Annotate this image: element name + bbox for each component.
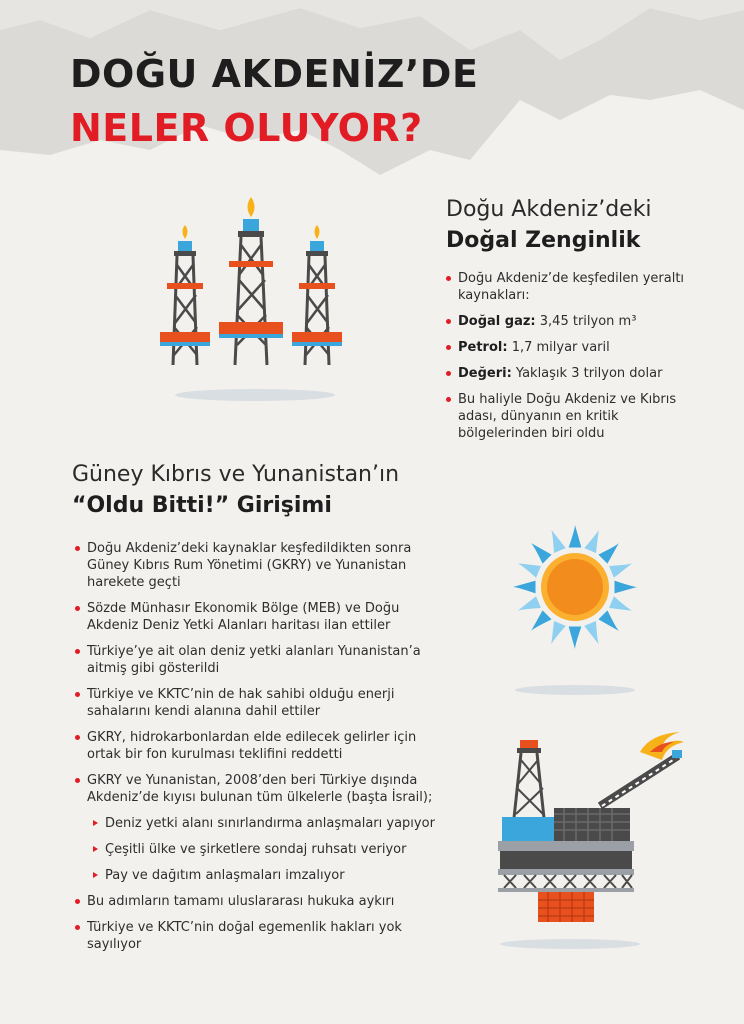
- sun-ray: [551, 621, 566, 644]
- initiative-heading-light: Güney Kıbrıs ve Yunanistan’ın: [72, 462, 400, 487]
- sub-list-item: Deniz yetki alanı sınırlandırma anlaşmaları yapıyor: [93, 815, 445, 832]
- mountain-background: [0, 0, 744, 200]
- list-item: Petrol: 1,7 milyar varil: [446, 339, 696, 356]
- list-item: Doğal gaz: 3,45 trilyon m³: [446, 313, 696, 330]
- offshore-platform-icon: [490, 722, 700, 952]
- resources-heading-bold: Doğal Zenginlik: [446, 228, 641, 253]
- sun-ray: [614, 581, 637, 594]
- initiative-list: [75, 540, 445, 962]
- sun-ray: [598, 543, 618, 563]
- sun-ray: [551, 530, 566, 553]
- list-item: Sözde Münhasır Ekonomik Bölge (MEB) ve Doğu Akdeniz Deniz Yetki Alanları haritası ilan ettiler: [75, 600, 445, 634]
- list-item: GKRY ve Yunanistan, 2008’den beri Türkiye dışında Akdeniz’de kıyısı bulunan tüm ülkelerle (başta İsrail);: [75, 772, 445, 806]
- resources-heading-light: Doğu Akdeniz’deki: [446, 197, 652, 222]
- list-item: Bu haliyle Doğu Akdeniz ve Kıbrıs adası, dünyanın en kritik bölgelerinden biri oldu: [446, 391, 696, 442]
- sun-ray: [518, 596, 541, 611]
- sun-icon: [495, 515, 655, 700]
- sun-ray: [609, 596, 632, 611]
- list-item: Türkiye’ye ait olan deniz yetki alanları Yunanistan’a aitmiş gibi gösterildi: [75, 643, 445, 677]
- list-item: Değeri: Yaklaşık 3 trilyon dolar: [446, 365, 696, 382]
- list-item: Bu adımların tamamı uluslararası hukuka aykırı: [75, 893, 445, 910]
- sun-ray: [598, 610, 618, 630]
- list-item: GKRY, hidrokarbonlardan elde edilecek gelirler için ortak bir fon kurulması teklifini reddetti: [75, 729, 445, 763]
- sub-list-item: Çeşitli ülke ve şirketlere sondaj ruhsatı veriyor: [93, 841, 445, 858]
- page-title-line2: NELER OLUYOR?: [70, 106, 423, 150]
- sub-list-item: Pay ve dağıtım anlaşmaları imzalıyor: [93, 867, 445, 884]
- sun-ray: [609, 563, 632, 578]
- sun-ray: [513, 581, 536, 594]
- oil-derricks-icon: [155, 195, 355, 405]
- list-item: Türkiye ve KKTC’nin doğal egemenlik hakları yok sayılıyor: [75, 919, 445, 953]
- list-item: Doğu Akdeniz’deki kaynaklar keşfedildikten sonra Güney Kıbrıs Rum Yönetimi (GKRY) ve Yunanistan harekete geçti: [75, 540, 445, 591]
- sun-ray: [584, 530, 599, 553]
- sun-ray: [584, 621, 599, 644]
- list-item: Türkiye ve KKTC’nin de hak sahibi olduğu enerji sahalarını kendi alanına dahil ettiler: [75, 686, 445, 720]
- sun-ray: [531, 610, 551, 630]
- sun-ray: [569, 626, 582, 649]
- sun-ray: [569, 525, 582, 548]
- sun-ray: [531, 543, 551, 563]
- sun-ray: [518, 563, 541, 578]
- page-title-line1: DOĞU AKDENİZ’DE: [70, 52, 479, 96]
- list-item: Doğu Akdeniz’de keşfedilen yeraltı kaynakları:: [446, 270, 696, 304]
- initiative-heading-bold: “Oldu Bitti!” Girişimi: [72, 493, 332, 518]
- resources-list: [446, 270, 696, 451]
